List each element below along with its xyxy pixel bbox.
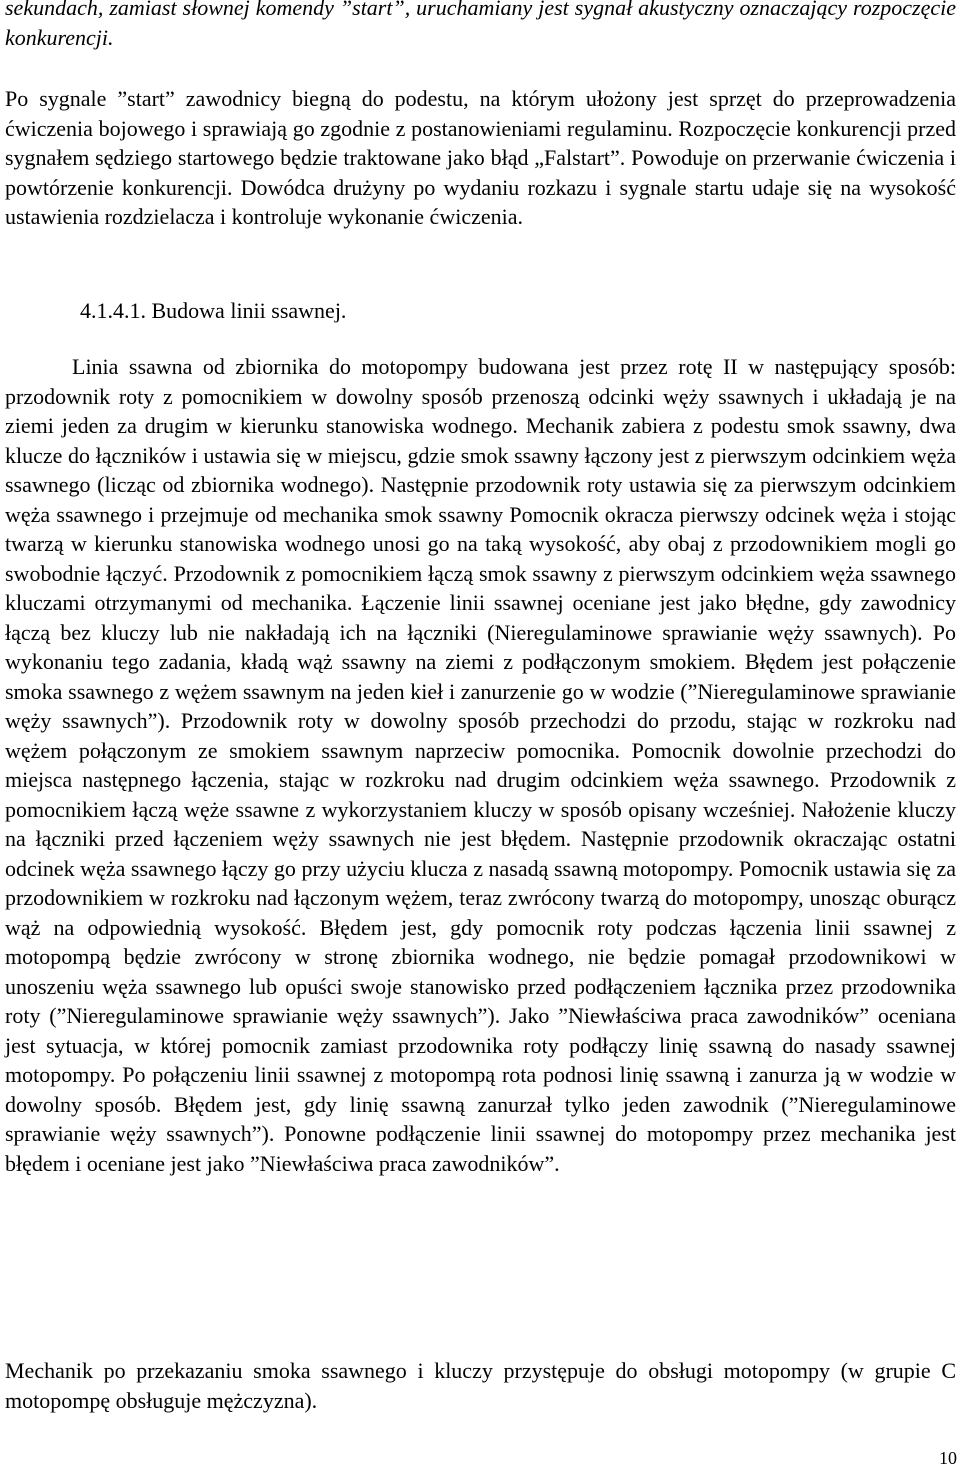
paragraph-start-signal: Po sygnale ”start” zawodnicy biegną do podestu, na którym ułożony jest sprzęt do przeprowadzenia ćwiczenia bojowego i sprawiają go zgodnie z postanowieniami regulaminu. Rozpoczęcie konkurencji przed sygnałem sędziego startowego będzie traktowane jako błąd „Falstart”. Powoduje on przerwanie ćwiczenia i powtórzenie konkurencji. Dowódca drużyny po wydaniu rozkazu i sygnale startu udaje się na wysokość ustawienia rozdzielacza i kontroluje wykonanie ćwiczenia. <box>5 86 956 229</box>
section-heading: 4.1.4.1. Budowa linii ssawnej. <box>80 298 347 323</box>
paragraph-mechanic: Mechanik po przekazaniu smoka ssawnego i kluczy przystępuje do obsługi motopompy (w grupie C motopompę obsługuje mężczyzna). <box>5 1358 956 1413</box>
paragraph-suction-line: Linia ssawna od zbiornika do motopompy budowana jest przez rotę II w następujący sposób: przodownik roty z pomocnikiem w dowolny sposób przenoszą odcinki węży ssawnych i układają je na ziemi jeden za drugim w kierunku stanowiska wodnego. Mechanik zabiera z podestu smok ssawny, dwa klucze do łączników i ustawia się w miejscu, gdzie smok ssawny łączony jest z pierwszym odcinkiem węża ssawnego (licząc od zbiornika wodnego). Następnie przodownik roty ustawia się za pierwszym odcinkiem węża ssawnego i przejmuje od mechanika smok ssawny Pomocnik okracza pierwszy odcinek węża i stojąc twarzą w kierunku stanowiska wodnego unosi go na taką wysokość, aby obaj z przodownikiem mogli go swobodnie łączyć. Przodownik z pomocnikiem łączą smok ssawny z pierwszym odcinkiem węża ssawnego kluczami otrzymanymi od mechanika. Łączenie linii ssawnej oceniane jest jako błędne, gdy zawodnicy łączą bez kluczy lub nie nakładają ich na łączniki (Nieregulaminowe sprawianie węży ssawnych). Po wykonaniu tego zadania, kładą wąż ssawny na ziemi z podłączonym smokiem. Błędem jest połączenie smoka ssawnego z wężem ssawnym na jeden kieł i zanurzenie go w wodzie (”Nieregulaminowe sprawianie węży ssawnych”). Przodownik roty w dowolny sposób przechodzi do przodu, stając w rozkroku nad wężem połączonym ze smokiem ssawnym naprzeciw pomocnika. Pomocnik dowolnie przechodzi do miejsca następnego łączenia, stając w rozkroku nad drugim odcinkiem węża ssawnego. Przodownik z pomocnikiem łączą węże ssawne z wykorzystaniem kluczy w sposób opisany wcześniej. Nałożenie kluczy na łączniki przed łączeniem węży ssawnych nie jest błędem. Następnie przodownik okraczając ostatni odcinek węża ssawnego łączy go przy użyciu klucza z nasadą ssawną motopompy. Pomocnik ustawia się za przodownikiem w rozkroku nad łączonym wężem, teraz zwrócony twarzą do motopompy, unosząc oburącz wąż na odpowiednią wysokość. Błędem jest, gdy pomocnik roty podczas łączenia linii ssawnej z motopompą będzie zwrócony w stronę zbiornika wodnego, nie będzie pomagał przodownikowi w unoszeniu węża ssawnego lub opuści swoje stanowisko przed podłączeniem łącznika przez przodownika roty (”Nieregulaminowe sprawianie węży ssawnych”). Jako ”Niewłaściwa praca zawodników” oceniana jest sytuacja, w której pomocnik zamiast przodownika roty podłączy linię ssawną do nasady ssawnej motopompy. Po połączeniu linii ssawnej z motopompą rota podnosi linię ssawną i zanurza ją w wodzie w dowolny sposób. Błędem jest, gdy linię ssawną zanurzał tylko jeden zawodnik (”Nieregulaminowe sprawianie węży ssawnych”). Ponowne podłączenie linii ssawnej do motopompy przez mechanika jest błędem i oceniane jest jako ”Niewłaściwa praca zawodników”. <box>5 354 956 1176</box>
page-number: 10 <box>939 1448 957 1468</box>
intro-italic-text: sekundach, zamiast słownej komendy ”start”, uruchamiany jest sygnał akustyczny oznaczający rozpoczęcie konkurencji. <box>5 0 956 50</box>
